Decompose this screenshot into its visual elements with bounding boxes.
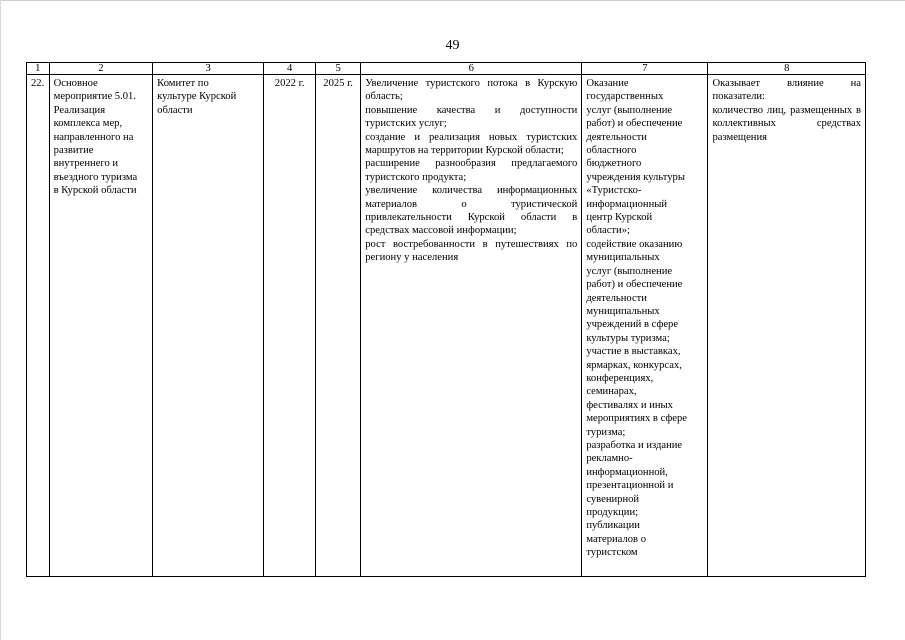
column-number-5: 5 [315,63,360,75]
column-number-8: 8 [708,63,866,75]
executor-cell: Комитет по культуре Курской области [153,75,264,577]
table-row [27,75,866,577]
indicator-link-cell: Оказывает влияние на показатели: количество лиц, размещенных в коллективных средствах размещения [708,75,866,577]
column-number-2: 2 [49,63,153,75]
column-number-7: 7 [582,63,708,75]
start-year-cell: 2022 г. [264,75,316,577]
row-number: 22. [27,75,50,577]
expected-result-cell: Увеличение туристского потока в Курскую область; повышение качества и доступности туристских услуг; создание и реализация новых туристских маршрутов на территории Курской области; расширение разнообразия предлагаемого туристского продукта; увеличение количества информационных материалов о туристической привлекательности Курской области в средствах массовой информации; рост востребованности в путешествиях по региону у населения [361,75,582,577]
column-number-3: 3 [153,63,264,75]
end-year-cell: 2025 г. [315,75,360,577]
program-table [26,62,866,577]
column-number-1: 1 [27,63,50,75]
page-number: 49 [445,38,460,53]
scan-left-edge [0,0,1,640]
main-directions-cell: Оказание государственных услуг (выполнение работ) и обеспечение деятельности областного бюджетного учреждения культуры «Туристско- информационный центр Курской области»; содействие оказанию муниципальных услуг (выполнение работ) и обеспечение деятельности муниципальных учреждений в сфере культуры туризма; участие в выставках, ярмарках, конкурсах, конференциях, семинарах, фестивалях и иных мероприятиях в сфере туризма; разработка и издание рекламно- информационной, презентационной и сувенирной продукции; публикации материалов о туристском [582,75,708,577]
header-row [27,63,866,75]
column-number-4: 4 [264,63,316,75]
column-number-6: 6 [361,63,582,75]
event-name-cell: Основное мероприятие 5.01. Реализация комплекса мер, направленного на развитие внутреннего и въездного туризма в Курской области [49,75,153,577]
scan-top-edge [0,0,905,1]
